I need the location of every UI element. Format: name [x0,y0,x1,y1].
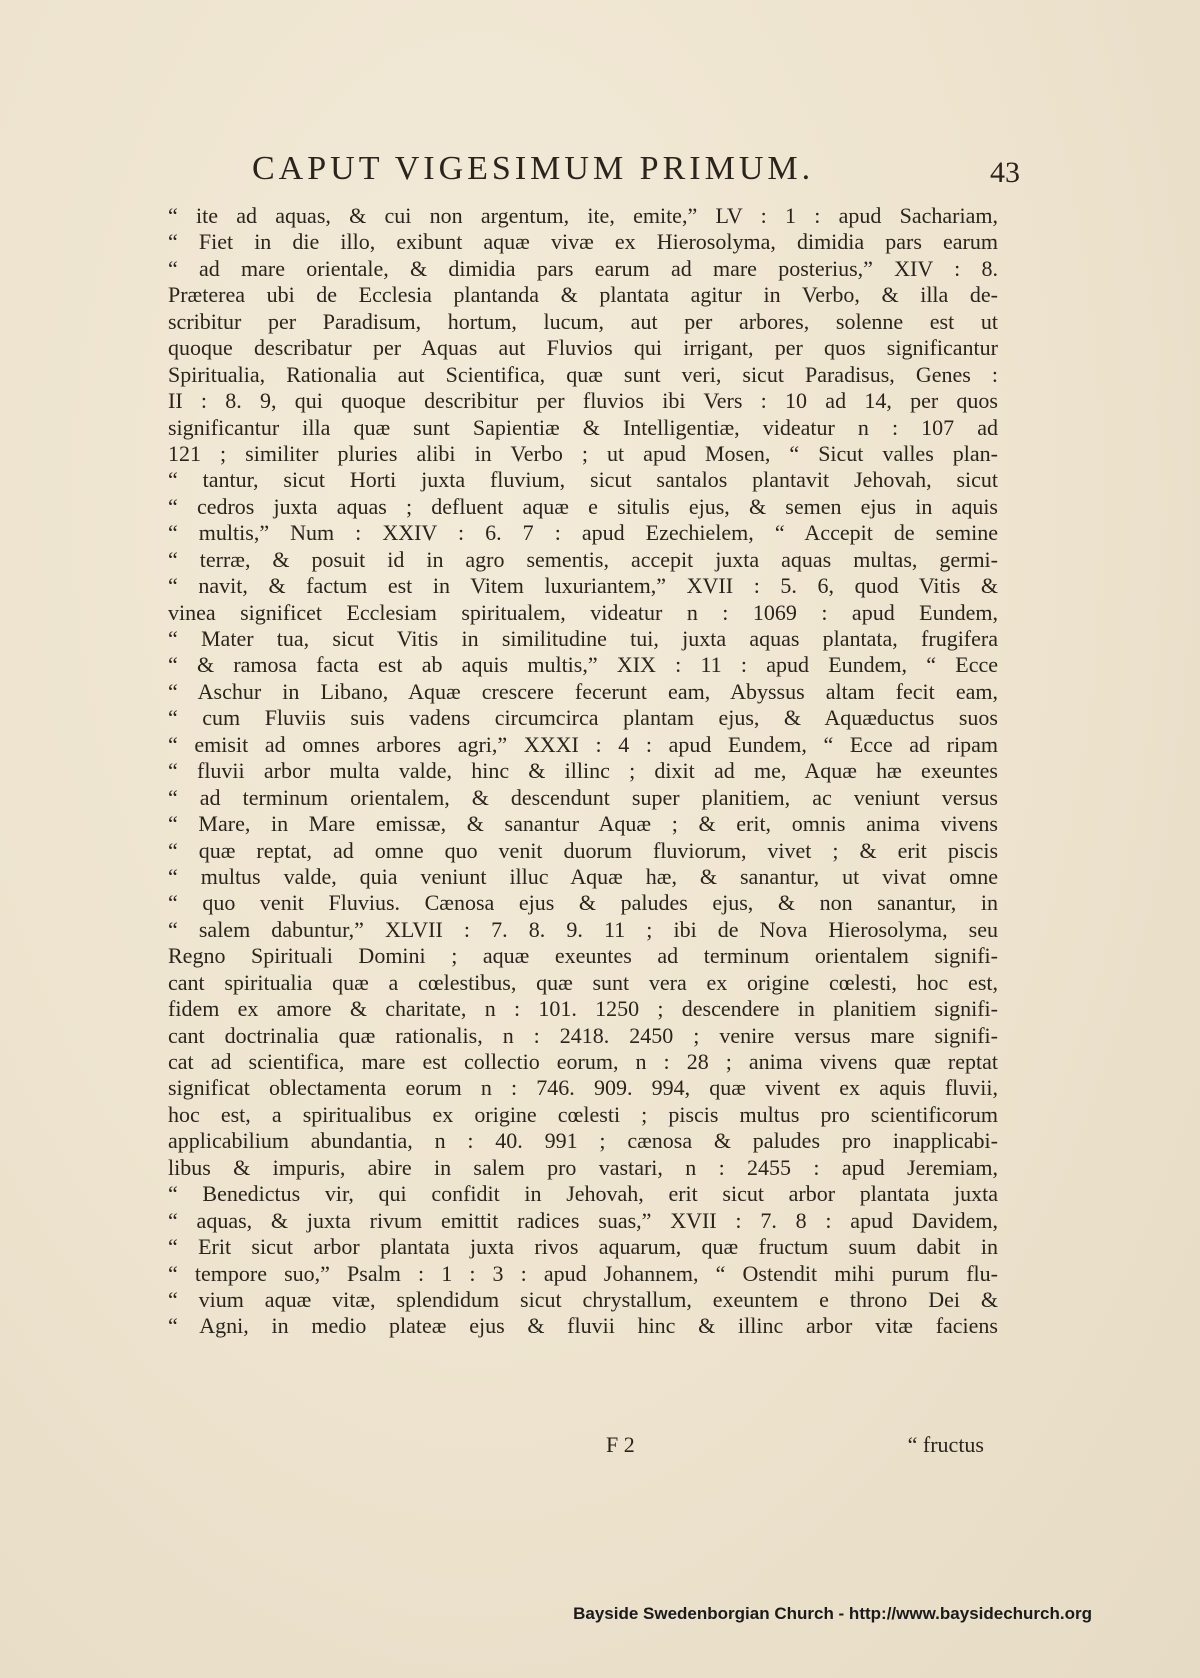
text-line: “ ite ad aquas, & cui non argentum, ite, emite,” LV : 1 : apud Sachariam, [168,203,998,228]
text-line: Spiritualia, Rationalia aut Scientifica, quæ sunt veri, sicut Paradisus, Genes : [168,361,998,387]
text-line: hoc est, a spiritualibus ex origine cœlesti ; piscis multus pro scientificorum [168,1101,998,1127]
text-line: “ & ramosa facta est ab aquis multis,” XIX : 11 : apud Eundem, “ Ecce [168,652,998,678]
text-line: applicabilium abundantia, n : 40. 991 ; cænosa & paludes pro inapplicabi- [168,1128,998,1154]
catchword: “ fructus [907,1432,984,1457]
text-line: “ terræ, & posuit id in agro sementis, accepit juxta aquas multas, germi- [168,546,998,572]
text-line: cant spiritualia quæ a cœlestibus, quæ sunt vera ex origine cœlesti, hoc est, [168,969,998,995]
text-line: “ multus valde, quia veniunt illuc Aquæ hæ, & sanantur, ut vivat omne [168,863,998,889]
text-line: “ Mare, in Mare emissæ, & sanantur Aquæ ; & erit, omnis anima vivens [168,811,998,837]
text-line: “ ad terminum orientalem, & descendunt super planitiem, ac veniunt versus [168,784,998,810]
text-line: “ Erit sicut arbor plantata juxta rivos aquarum, quæ fructum suum dabit in [168,1234,998,1260]
text-line: 121 ; similiter pluries alibi in Verbo ; ut apud Mosen, “ Sicut valles plan- [168,440,998,466]
text-line: significat oblectamenta eorum n : 746. 909. 994, quæ vivent ex aquis fluvii, [168,1075,998,1101]
signature-mark: F 2 [606,1432,635,1457]
text-line: “ Aschur in Libano, Aquæ crescere fecerunt eam, Abyssus altam fecit eam, [168,678,998,704]
text-line: “ Mater tua, sicut Vitis in similitudine tui, juxta aquas plantata, frugifera [168,626,998,651]
text-line: libus & impuris, abire in salem pro vastari, n : 2455 : apud Jeremiam, [168,1154,998,1180]
text-line: “ cedros juxta aquas ; defluent aquæ e situlis ejus, & semen ejus in aquis [168,493,998,519]
page-header [240,150,1020,200]
text-line: “ vium aquæ vitæ, splendidum sicut chrystallum, exeuntem e throno Dei & [168,1286,998,1312]
text-line: significantur illa quæ sunt Sapientiæ & Intelligentiæ, videatur n : 107 ad [168,414,998,440]
text-line: “ multis,” Num : XXIV : 6. 7 : apud Ezechielem, “ Accepit de semine [168,520,998,546]
text-line: “ Agni, in medio plateæ ejus & fluvii hinc & illinc arbor vitæ faciens [168,1313,998,1339]
page-footer [168,1432,998,1460]
text-line: “ aquas, & juxta rivum emittit radices suas,” XVII : 7. 8 : apud Davidem, [168,1207,998,1233]
text-line: Regno Spirituali Domini ; aquæ exeuntes ad terminum orientalem signifi- [168,943,998,969]
text-line: “ ad mare orientale, & dimidia pars earum ad mare posterius,” XIV : 8. [168,255,998,281]
text-line: “ navit, & factum est in Vitem luxuriantem,” XVII : 5. 6, quod Vitis & [168,573,998,599]
page-number: 43 [990,156,1020,189]
running-title: CAPUT VIGESIMUM PRIMUM. [252,150,815,187]
text-line: “ salem dabuntur,” XLVII : 7. 8. 9. 11 ; ibi de Nova Hierosolyma, seu [168,916,998,942]
text-line: scribitur per Paradisum, hortum, lucum, aut per arbores, solenne est ut [168,308,998,334]
text-line: “ tempore suo,” Psalm : 1 : 3 : apud Johannem, “ Ostendit mihi purum flu- [168,1260,998,1286]
body-text [168,203,998,1340]
text-line: cat ad scientifica, mare est collectio eorum, n : 28 ; anima vivens quæ reptat [168,1049,998,1074]
text-line: vinea significet Ecclesiam spiritualem, videatur n : 1069 : apud Eundem, [168,599,998,625]
text-line: “ quo venit Fluvius. Cænosa ejus & paludes ejus, & non sanantur, in [168,890,998,916]
watermark-credit: Bayside Swedenborgian Church - http://www.baysidechurch.org [573,1604,1092,1623]
text-line: “ Fiet in die illo, exibunt aquæ vivæ ex Hierosolyma, dimidia pars earum [168,229,998,255]
text-line: “ fluvii arbor multa valde, hinc & illinc ; dixit ad me, Aquæ hæ exeuntes [168,758,998,784]
text-line: Præterea ubi de Ecclesia plantanda & plantata agitur in Verbo, & illa de- [168,282,998,308]
text-line: “ quæ reptat, ad omne quo venit duorum fluviorum, vivet ; & erit piscis [168,837,998,863]
text-line: fidem ex amore & charitate, n : 101. 1250 ; descendere in planitiem signifi- [168,996,998,1022]
text-line: “ emisit ad omnes arbores agri,” XXXI : 4 : apud Eundem, “ Ecce ad ripam [168,731,998,757]
text-line: “ tantur, sicut Horti juxta fluvium, sicut santalos plantavit Jehovah, sicut [168,467,998,493]
text-line: quoque describatur per Aquas aut Fluvios qui irrigant, per quos significantur [168,335,998,361]
text-line: cant doctrinalia quæ rationalis, n : 2418. 2450 ; venire versus mare signifi- [168,1022,998,1048]
text-line: II : 8. 9, qui quoque describitur per fluvios ibi Vers : 10 ad 14, per quos [168,388,998,414]
text-line: “ Benedictus vir, qui confidit in Jehovah, erit sicut arbor plantata juxta [168,1181,998,1207]
text-line: “ cum Fluviis suis vadens circumcirca plantam ejus, & Aquæductus suos [168,705,998,731]
